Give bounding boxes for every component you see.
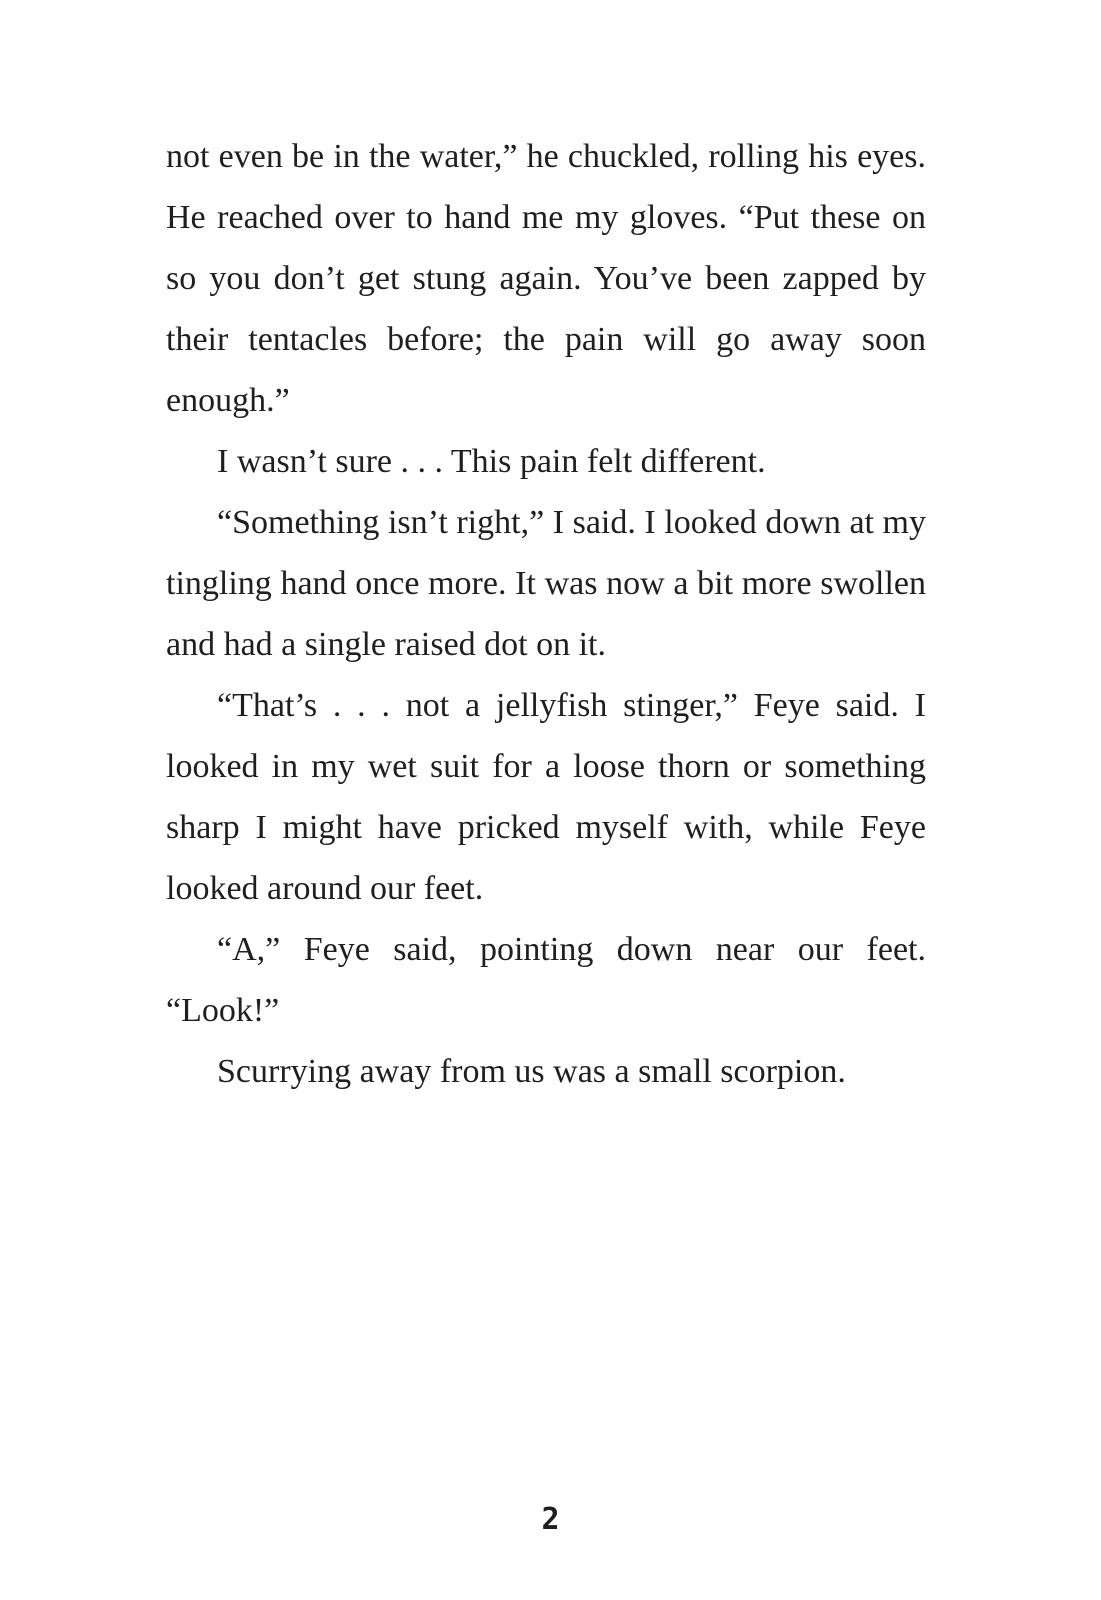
paragraph-2: I wasn’t sure . . . This pain felt different. — [217, 443, 766, 480]
paragraph-5: “A,” Feye said, pointing down near our feet. “Look!” — [166, 931, 926, 1029]
paragraph-1: not even be in the water,” he chuckled, rolling his eyes. He reached over to hand me my gloves. “Put these on so you don’t get stung again. You’ve been zapped by their tentacles before; the pain will go away soon enough.” — [166, 138, 926, 419]
body-text — [166, 126, 926, 1102]
paragraph-4: “That’s . . . not a jellyfish stinger,” Feye said. I looked in my wet suit for a loose thorn or something sharp I might have pricked myself with, while Feye looked around our feet. — [166, 687, 926, 907]
paragraph-3: “Something isn’t right,” I said. I looked down at my tingling hand once more. It was now a bit more swollen and had a single raised dot on it. — [166, 504, 926, 663]
paragraph-6: Scurrying away from us was a small scorpion. — [217, 1053, 846, 1090]
page-number: 2 — [541, 1502, 560, 1537]
